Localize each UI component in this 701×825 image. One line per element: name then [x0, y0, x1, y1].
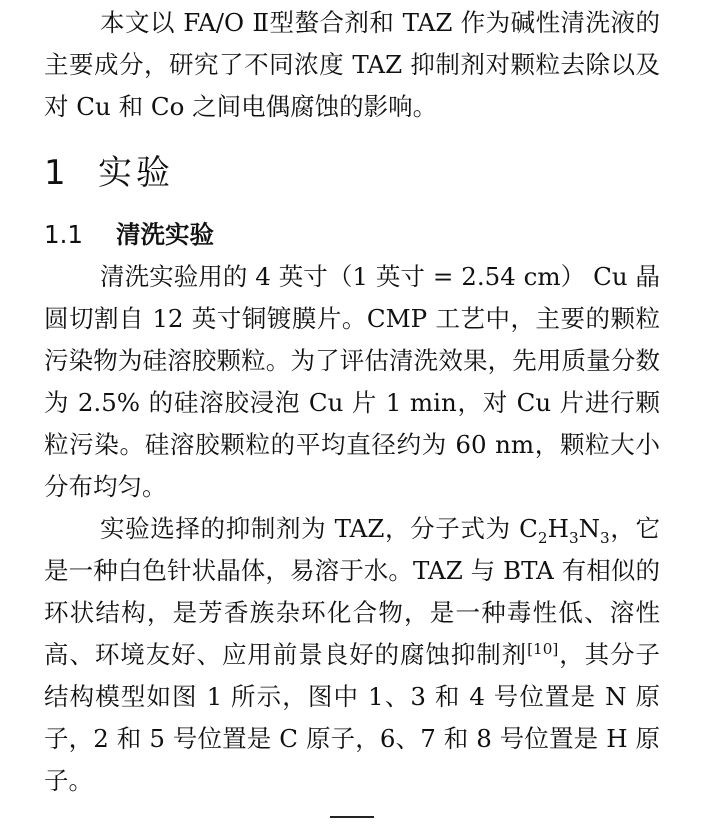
page-bottom-rule: [330, 816, 374, 825]
inhibitor-paragraph: [44, 508, 660, 802]
subsection-number: 1.1: [44, 220, 83, 249]
section-heading: [44, 150, 174, 196]
subsection-heading: [44, 215, 214, 255]
citation-ref: [10]: [527, 639, 559, 658]
section-number: 1: [44, 153, 66, 193]
inhibitor-text-a: 实验选择的抑制剂为 TAZ，分子式为: [100, 514, 520, 543]
section-title: 实验: [98, 153, 174, 193]
inhibitor-text-b: ，它是一种白色针状晶体，易溶于水。TAZ 与 BTA 有相似的环状结构，是芳香族杂环化合物，是一种毒性低、溶性高、环境友好、应用前景良好的腐蚀抑制剂: [44, 514, 660, 669]
inhibitor-text-c: ，其分子结构模型如图 1 所示，图中 1、3 和 4 号位置是 N 原子，2 和 5 号位置是 C 原子，6、7 和 8 号位置是 H 原子。: [44, 640, 661, 795]
intro-paragraph: 本文以 FA/O Ⅱ型螯合剂和 TAZ 作为碱性清洗液的主要成分，研究了不同浓度 TAZ 抑制剂对颗粒去除以及对 Cu 和 Co 之间电偶腐蚀的影响。: [44, 8, 660, 121]
subsection-title: 清洗实验: [116, 220, 214, 249]
molecular-formula: $C_2H_3N_3$: [519, 514, 610, 547]
cleaning-experiment-paragraph: 清洗实验用的 4 英寸（1 英寸 = 2.54 cm） Cu 晶圆切割自 12 英寸铜镀膜片。CMP 工艺中，主要的颗粒污染物为硅溶胶颗粒。为了评估清洗效果，先用质量分数为 2.5% 的硅溶胶浸泡 Cu 片 1 min，对 Cu 片进行颗粒污染。硅溶胶颗粒的平均直径约为 60 nm，颗粒大小分布均匀。: [44, 262, 660, 501]
